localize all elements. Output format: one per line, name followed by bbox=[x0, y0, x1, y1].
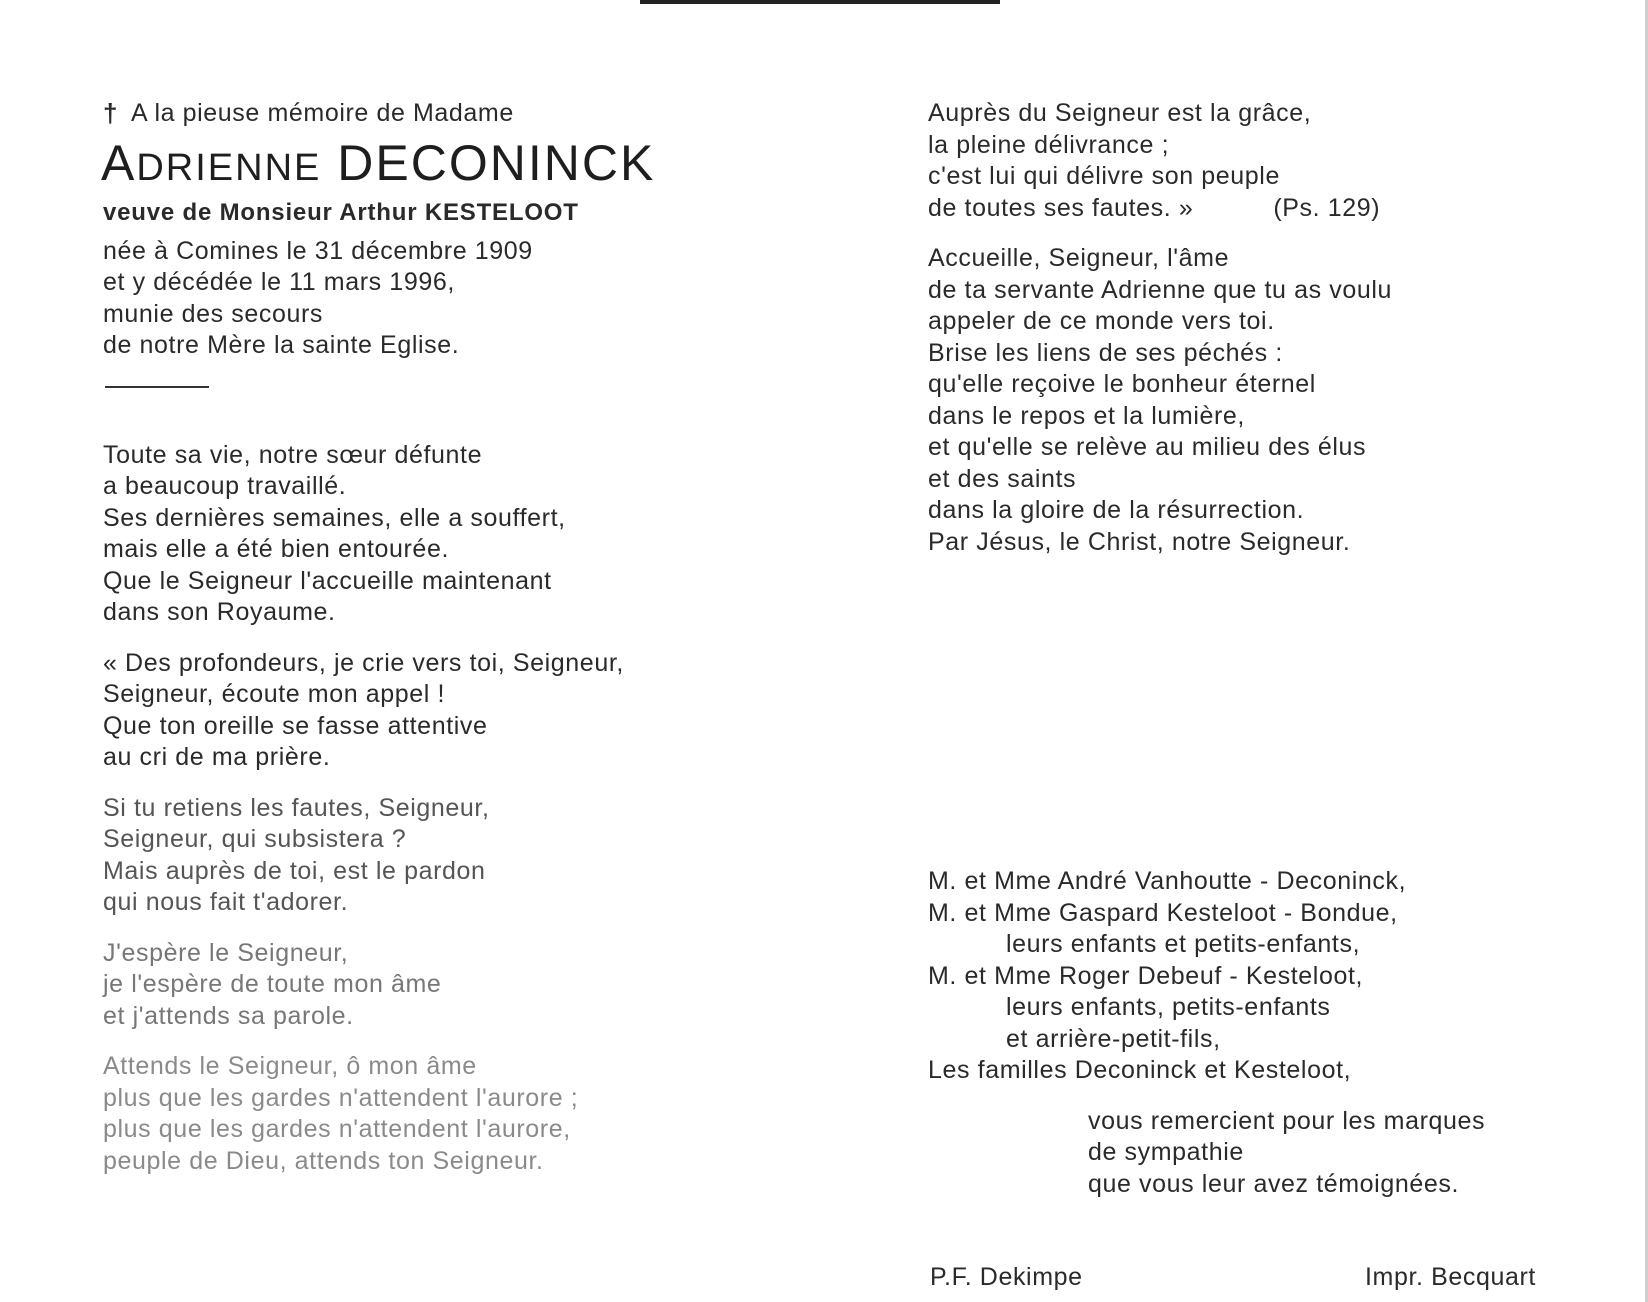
text-line: mais elle a été bien entourée. bbox=[103, 535, 449, 563]
family-line: M. et Mme Roger Debeuf - Kesteloot, bbox=[928, 961, 1364, 990]
cross-icon: † bbox=[103, 98, 119, 128]
psalm-last-line: de toutes ses fautes. » bbox=[928, 193, 1194, 222]
paragraph bbox=[103, 938, 783, 1033]
paragraph bbox=[103, 1051, 783, 1177]
last-name-initial: D bbox=[337, 134, 376, 191]
funeral-director: P.F. Dekimpe bbox=[930, 1263, 1083, 1291]
text-line: Si tu retiens les fautes, Seigneur, bbox=[103, 793, 490, 822]
text-line: de ta servante Adrienne que tu as voulu bbox=[928, 275, 1392, 304]
detail-line: munie des secours bbox=[103, 299, 324, 328]
detail-line: de notre Mère la sainte Eglise. bbox=[103, 331, 460, 359]
last-name-rest: ECONINCK bbox=[375, 134, 656, 191]
text-line: je l'espère de toute mon âme bbox=[103, 970, 442, 998]
text-line: qui nous fait t'adorer. bbox=[103, 888, 349, 916]
text-line: Brise les liens de ses péchés : bbox=[928, 338, 1283, 367]
paragraph bbox=[103, 440, 783, 629]
deceased-name bbox=[101, 130, 783, 196]
text-line: Accueille, Seigneur, l'âme bbox=[928, 244, 1230, 272]
family-line: leurs enfants et petits-enfants, bbox=[1006, 930, 1361, 958]
first-name-initial: A bbox=[101, 134, 137, 191]
life-details bbox=[103, 236, 783, 362]
family-acknowledgement bbox=[928, 866, 1485, 1200]
family-line: M. et Mme Gaspard Kesteloot - Bondue, bbox=[928, 898, 1398, 927]
text-line: et qu'elle se relève au milieu des élus bbox=[928, 433, 1367, 461]
text-line: Ses dernières semaines, elle a souffert, bbox=[103, 503, 566, 532]
text-line: plus que les gardes n'attendent l'aurore, bbox=[103, 1115, 571, 1143]
text-line: a beaucoup travaillé. bbox=[103, 472, 347, 500]
text-line: Attends le Seigneur, ô mon âme bbox=[103, 1052, 477, 1080]
text-line: dans la gloire de la résurrection. bbox=[928, 496, 1305, 524]
psalm-paragraph bbox=[928, 98, 1628, 224]
widow-of-line: veuve de Monsieur Arthur KESTELOOT bbox=[103, 198, 579, 226]
left-column bbox=[103, 98, 783, 1177]
text-line: appeler de ce monde vers toi. bbox=[928, 307, 1275, 335]
family-line: et arrière-petit-fils, bbox=[1006, 1024, 1221, 1053]
text-line: Que le Seigneur l'accueille maintenant bbox=[103, 566, 552, 595]
first-name-rest: DRIENNE bbox=[136, 146, 322, 189]
top-edge-line bbox=[640, 0, 1000, 4]
text-line: Seigneur, qui subsistera ? bbox=[103, 825, 407, 853]
text-line: qu'elle reçoive le bonheur éternel bbox=[928, 370, 1316, 398]
thanks-line: vous remercient pour les marques bbox=[1088, 1106, 1486, 1135]
separator-rule bbox=[105, 386, 209, 388]
prayer-paragraph bbox=[928, 243, 1628, 558]
text-line: Seigneur, écoute mon appel ! bbox=[103, 680, 446, 708]
paragraph bbox=[103, 648, 783, 774]
paragraph bbox=[103, 793, 783, 919]
family-line: leurs enfants, petits-enfants bbox=[1006, 993, 1331, 1021]
text-line: et des saints bbox=[928, 464, 1077, 493]
text-line: et j'attends sa parole. bbox=[103, 1001, 354, 1030]
text-line: J'espère le Seigneur, bbox=[103, 938, 349, 967]
text-line: plus que les gardes n'attendent l'aurore ; bbox=[103, 1083, 579, 1112]
text-line: Que ton oreille se fasse attentive bbox=[103, 711, 488, 740]
family-line: M. et Mme André Vanhoutte - Deconinck, bbox=[928, 867, 1407, 895]
text-line: c'est lui qui délivre son peuple bbox=[928, 162, 1280, 190]
family-line: Les familles Deconinck et Kesteloot, bbox=[928, 1056, 1352, 1084]
intro-text: A la pieuse mémoire de Madame bbox=[131, 99, 514, 127]
psalm-reference: (Ps. 129) bbox=[1273, 193, 1381, 222]
text-line: dans son Royaume. bbox=[103, 598, 336, 626]
detail-line: et y décédée le 11 mars 1996, bbox=[103, 268, 455, 296]
printer-credit: Impr. Becquart bbox=[1365, 1263, 1536, 1291]
text-line: Auprès du Seigneur est la grâce, bbox=[928, 99, 1312, 127]
text-line bbox=[928, 193, 1628, 225]
text-line: « Des profondeurs, je crie vers toi, Seigneur, bbox=[103, 648, 624, 677]
text-line: au cri de ma prière. bbox=[103, 743, 331, 771]
text-line: Toute sa vie, notre sœur défunte bbox=[103, 440, 483, 469]
intro-line bbox=[103, 98, 783, 130]
thanks-line: que vous leur avez témoignées. bbox=[1088, 1169, 1459, 1198]
detail-line: née à Comines le 31 décembre 1909 bbox=[103, 236, 533, 265]
text-line: dans le repos et la lumière, bbox=[928, 401, 1245, 430]
text-line: Mais auprès de toi, est le pardon bbox=[103, 856, 486, 885]
thanks-line: de sympathie bbox=[1088, 1138, 1244, 1166]
right-column bbox=[928, 98, 1628, 558]
text-line: la pleine délivrance ; bbox=[928, 130, 1170, 159]
text-line: peuple de Dieu, attends ton Seigneur. bbox=[103, 1146, 544, 1175]
text-line: Par Jésus, le Christ, notre Seigneur. bbox=[928, 527, 1351, 556]
